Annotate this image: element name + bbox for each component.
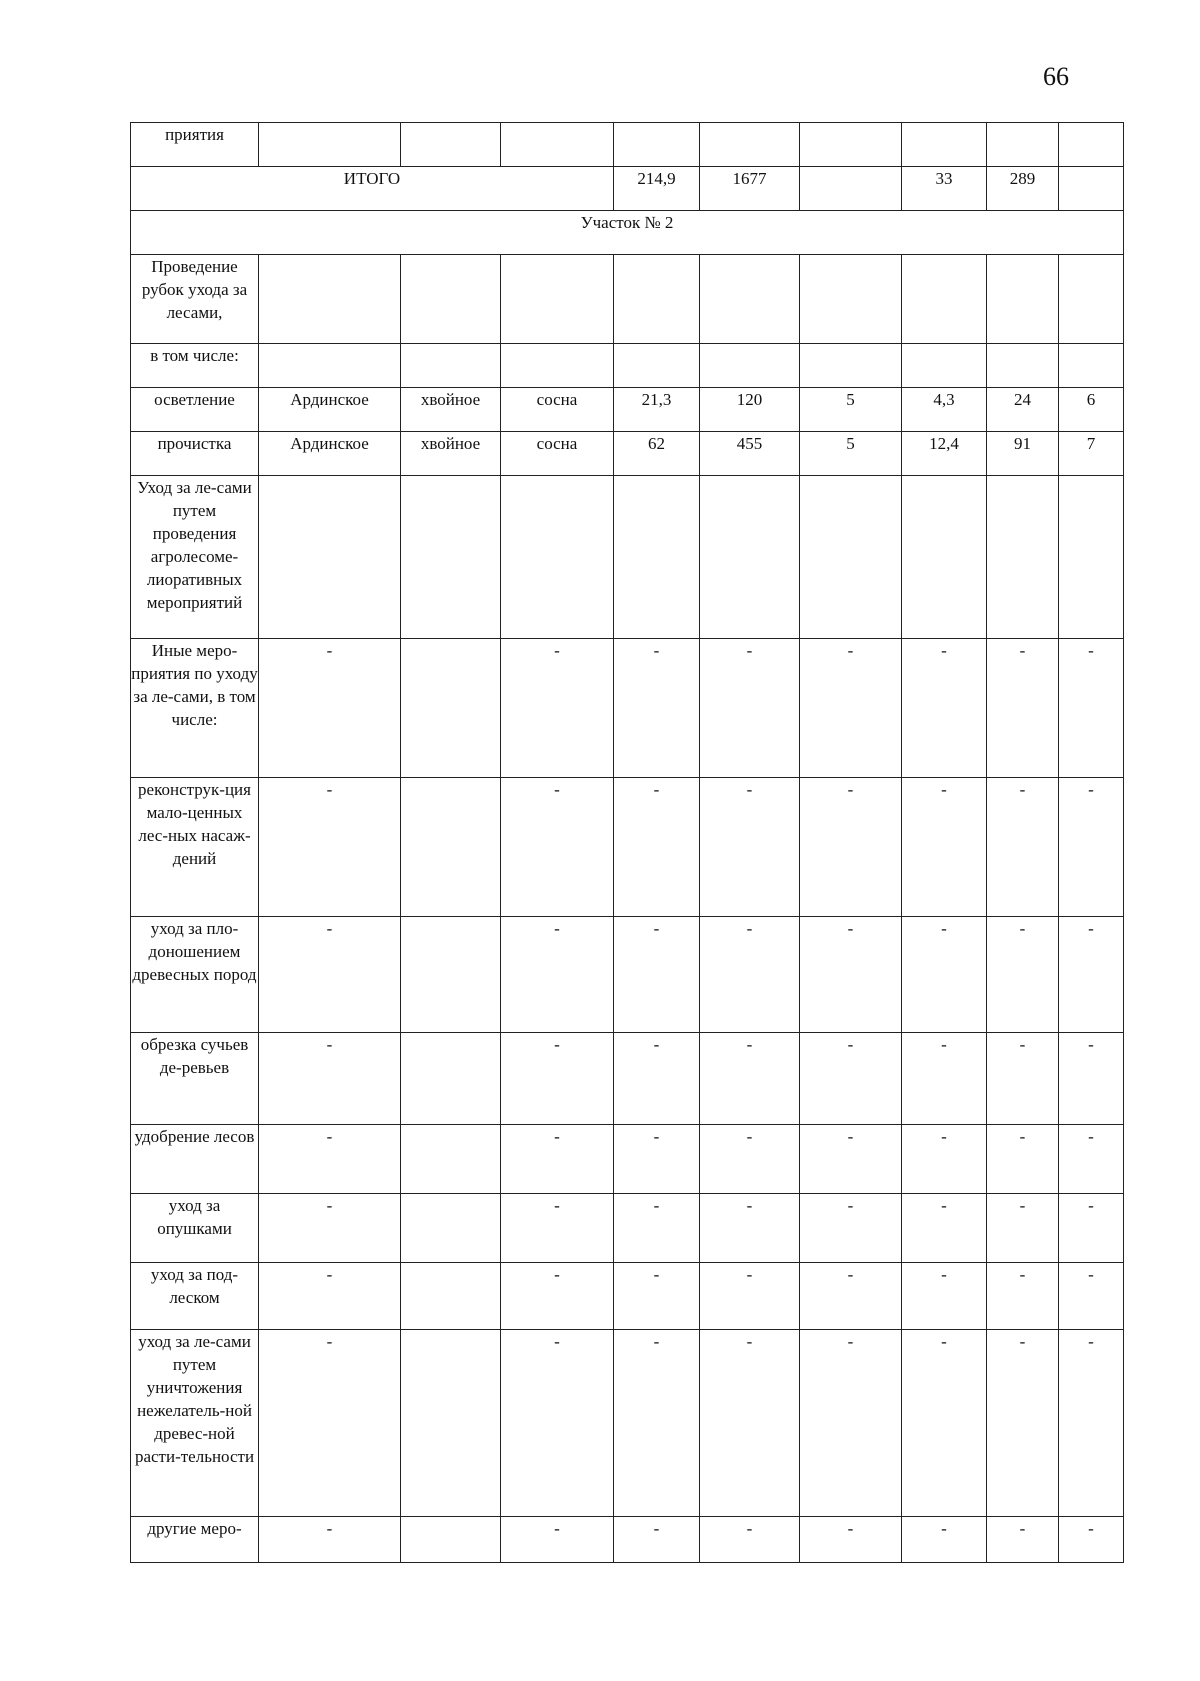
table-cell: - — [501, 778, 614, 917]
table-cell: - — [987, 1194, 1059, 1263]
table-cell — [401, 917, 501, 1033]
row-name: прочистка — [131, 432, 259, 476]
itogo-row — [131, 167, 1124, 211]
table-cell: 455 — [700, 432, 800, 476]
table-cell — [259, 476, 401, 639]
table-cell: - — [501, 1033, 614, 1125]
table-cell: - — [1059, 917, 1124, 1033]
table-cell — [700, 344, 800, 388]
table-cell — [700, 123, 800, 167]
table-cell — [700, 476, 800, 639]
table-cell — [259, 255, 401, 344]
table-cell — [1059, 123, 1124, 167]
table-cell — [401, 639, 501, 778]
table-cell — [614, 123, 700, 167]
table-cell — [401, 1330, 501, 1517]
table-cell: - — [700, 1263, 800, 1330]
table-cell — [259, 344, 401, 388]
table-cell — [800, 255, 902, 344]
table-row — [131, 1263, 1124, 1330]
table-cell — [401, 1517, 501, 1563]
table-cell: - — [614, 1517, 700, 1563]
table-cell: - — [614, 917, 700, 1033]
table-cell: сосна — [501, 388, 614, 432]
table-cell: - — [987, 1263, 1059, 1330]
table-cell: 24 — [987, 388, 1059, 432]
table-cell: - — [501, 1263, 614, 1330]
table-cell: - — [902, 1033, 987, 1125]
table-cell: - — [1059, 1263, 1124, 1330]
table-cell: - — [800, 1330, 902, 1517]
table-cell: - — [800, 1517, 902, 1563]
table-cell: - — [259, 1033, 401, 1125]
table-cell — [614, 476, 700, 639]
row-name: приятия — [131, 123, 259, 167]
table-cell — [902, 123, 987, 167]
table-cell: - — [1059, 778, 1124, 917]
table-cell — [401, 1194, 501, 1263]
table-cell: 120 — [700, 388, 800, 432]
table-cell: - — [902, 1125, 987, 1194]
table-cell — [401, 1263, 501, 1330]
table-cell: - — [902, 1194, 987, 1263]
table-cell — [614, 255, 700, 344]
table-cell — [700, 255, 800, 344]
table-cell — [1059, 476, 1124, 639]
table-cell — [501, 476, 614, 639]
itogo-value: 1677 — [700, 167, 800, 211]
table-cell: - — [987, 917, 1059, 1033]
table-row — [131, 639, 1124, 778]
table-cell: - — [902, 1517, 987, 1563]
table-cell — [501, 344, 614, 388]
table-cell: - — [800, 1033, 902, 1125]
table-cell: - — [614, 778, 700, 917]
table-cell: - — [501, 639, 614, 778]
table-cell — [800, 344, 902, 388]
row-name: уход за под-леском — [131, 1263, 259, 1330]
table-cell — [401, 123, 501, 167]
table-cell: - — [700, 1194, 800, 1263]
table-cell: - — [501, 1125, 614, 1194]
table-cell: - — [800, 639, 902, 778]
table-cell: - — [614, 1330, 700, 1517]
table-cell: 21,3 — [614, 388, 700, 432]
table-cell: - — [1059, 1033, 1124, 1125]
table-cell: 6 — [1059, 388, 1124, 432]
table-cell: - — [501, 1517, 614, 1563]
row-name: удобрение лесов — [131, 1125, 259, 1194]
table-cell: - — [1059, 639, 1124, 778]
table-cell: - — [800, 1194, 902, 1263]
row-name: уход за пло-доношением древесных пород — [131, 917, 259, 1033]
table-cell: хвойное — [401, 432, 501, 476]
table-cell — [987, 123, 1059, 167]
table-cell: - — [259, 917, 401, 1033]
table-cell: - — [987, 1330, 1059, 1517]
table-row — [131, 917, 1124, 1033]
table-cell — [614, 344, 700, 388]
table-cell: Ардинское — [259, 388, 401, 432]
table-cell — [401, 1125, 501, 1194]
table-cell — [987, 255, 1059, 344]
table-cell — [987, 344, 1059, 388]
table-cell: - — [614, 1125, 700, 1194]
table-cell: - — [614, 639, 700, 778]
row-name: уход за ле-сами путем уничтожения нежелатель-ной древес-ной расти-тельности — [131, 1330, 259, 1517]
table-cell: - — [800, 1263, 902, 1330]
page-number: 66 — [1043, 62, 1069, 91]
itogo-value: 214,9 — [614, 167, 700, 211]
table-cell: - — [800, 1125, 902, 1194]
table-cell: - — [902, 1330, 987, 1517]
table-cell: - — [987, 1125, 1059, 1194]
table-cell — [401, 1033, 501, 1125]
table-cell — [401, 344, 501, 388]
table-cell — [902, 476, 987, 639]
table-cell: - — [800, 917, 902, 1033]
itogo-value — [800, 167, 902, 211]
table-cell — [501, 123, 614, 167]
row-name: в том числе: — [131, 344, 259, 388]
table-row — [131, 1125, 1124, 1194]
table-cell — [987, 476, 1059, 639]
table-cell — [1059, 344, 1124, 388]
table-cell: - — [902, 639, 987, 778]
table-cell: - — [1059, 1194, 1124, 1263]
row-name: обрезка сучьев де-ревьев — [131, 1033, 259, 1125]
table-cell: - — [501, 1194, 614, 1263]
table-cell: - — [259, 639, 401, 778]
table-cell: - — [259, 778, 401, 917]
table-row — [131, 123, 1124, 167]
section-label: Участок № 2 — [131, 211, 1124, 255]
table-cell: - — [259, 1194, 401, 1263]
table-cell: - — [1059, 1125, 1124, 1194]
table-cell — [800, 123, 902, 167]
table-cell: - — [987, 639, 1059, 778]
table-cell — [401, 476, 501, 639]
table-row — [131, 344, 1124, 388]
row-name: уход за опушками — [131, 1194, 259, 1263]
table-row — [131, 476, 1124, 639]
section-row — [131, 211, 1124, 255]
table-cell: - — [259, 1517, 401, 1563]
table-cell: - — [700, 1330, 800, 1517]
table-cell — [259, 123, 401, 167]
table-cell: - — [987, 778, 1059, 917]
row-name: Уход за ле-сами путем проведения агролесоме-лиоративных мероприятий — [131, 476, 259, 639]
table-cell: - — [259, 1125, 401, 1194]
table-cell: - — [259, 1330, 401, 1517]
table-row — [131, 778, 1124, 917]
table-row — [131, 1194, 1124, 1263]
table-cell: - — [902, 1263, 987, 1330]
itogo-value: 289 — [987, 167, 1059, 211]
table-cell: - — [1059, 1517, 1124, 1563]
itogo-value: 33 — [902, 167, 987, 211]
table-row — [131, 255, 1124, 344]
table-cell — [401, 778, 501, 917]
table-cell: 5 — [800, 388, 902, 432]
row-name: другие меро- — [131, 1517, 259, 1563]
row-name: Проведение рубок ухода за лесами, — [131, 255, 259, 344]
itogo-value — [1059, 167, 1124, 211]
table-cell — [902, 255, 987, 344]
row-name: Иные меро-приятия по уходу за ле-сами, в том числе: — [131, 639, 259, 778]
table-cell: - — [700, 639, 800, 778]
table-row — [131, 432, 1124, 476]
table-row — [131, 1033, 1124, 1125]
table-cell: - — [700, 1033, 800, 1125]
table-cell: - — [259, 1263, 401, 1330]
table-cell: - — [700, 1517, 800, 1563]
table-cell: - — [700, 778, 800, 917]
table-cell: - — [902, 917, 987, 1033]
table-cell: - — [501, 917, 614, 1033]
table-cell — [1059, 255, 1124, 344]
table-cell: - — [614, 1033, 700, 1125]
table-row — [131, 1517, 1124, 1563]
table-cell: хвойное — [401, 388, 501, 432]
row-name: реконструк-ция мало-ценных лес-ных насаж-дений — [131, 778, 259, 917]
table-cell: 12,4 — [902, 432, 987, 476]
table-cell — [501, 255, 614, 344]
table-cell: - — [800, 778, 902, 917]
table-cell: - — [987, 1517, 1059, 1563]
table-cell: - — [987, 1033, 1059, 1125]
table-cell: - — [700, 1125, 800, 1194]
table-cell: 62 — [614, 432, 700, 476]
table-cell: - — [614, 1194, 700, 1263]
table-cell: 7 — [1059, 432, 1124, 476]
table-cell — [401, 255, 501, 344]
table-cell: сосна — [501, 432, 614, 476]
row-name: осветление — [131, 388, 259, 432]
table-cell — [800, 476, 902, 639]
table-cell: Ардинское — [259, 432, 401, 476]
forest-care-table — [130, 122, 1124, 1563]
table-cell: - — [501, 1330, 614, 1517]
table-cell: 4,3 — [902, 388, 987, 432]
table-cell: - — [902, 778, 987, 917]
table-cell: 5 — [800, 432, 902, 476]
table-cell: - — [700, 917, 800, 1033]
itogo-label: ИТОГО — [131, 167, 614, 211]
table-cell: - — [614, 1263, 700, 1330]
table-cell: - — [1059, 1330, 1124, 1517]
table-cell: 91 — [987, 432, 1059, 476]
table-cell — [902, 344, 987, 388]
table-row — [131, 388, 1124, 432]
table-row — [131, 1330, 1124, 1517]
